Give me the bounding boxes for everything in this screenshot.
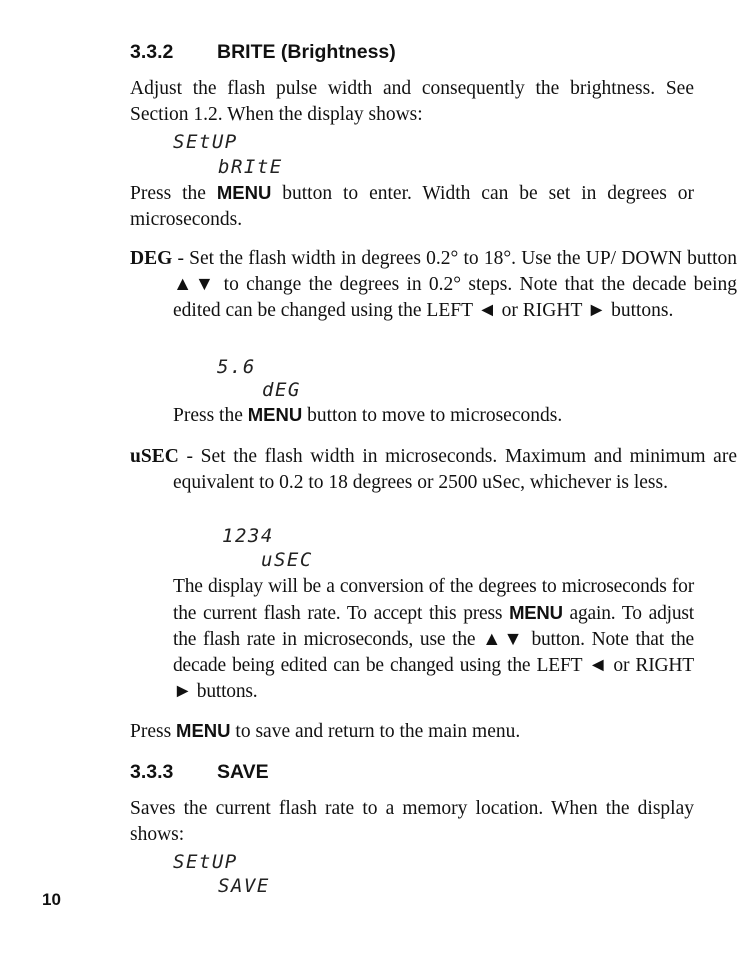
section-number: 3.3.2 <box>130 41 174 63</box>
deg-term: DEG <box>130 248 173 269</box>
section-title: BRITE (Brightness) <box>217 41 396 63</box>
text: to save and return to the main menu. <box>230 721 521 742</box>
lcd-display-line1: SEtUP <box>173 131 238 153</box>
usec-text: - Set the flash width in microseconds. Maximum and minimum are equivalent to 0.2 to 18 degrees or 2500 uSec, whichever is less. <box>173 446 737 493</box>
lcd-usec-value: 1234 <box>222 525 274 547</box>
brite-intro: Adjust the flash pulse width and consequently the brightness. See Section 1.2. When the display shows: <box>130 78 694 125</box>
menu-keyword: MENU <box>247 404 303 425</box>
usec-term: uSEC <box>130 446 179 467</box>
lcd-display-line2: bRItE <box>218 156 283 178</box>
save-intro: Saves the current flash rate to a memory location. When the display shows: <box>130 798 694 845</box>
lcd-save-line1: SEtUP <box>173 851 238 873</box>
text: Press the <box>130 183 217 204</box>
lcd-deg-value: 5.6 <box>217 356 256 378</box>
menu-keyword: MENU <box>176 720 231 741</box>
save-return-paragraph <box>130 718 694 745</box>
page-number: 10 <box>42 890 61 909</box>
menu-keyword: MENU <box>509 602 563 623</box>
text: button to enter. Width can be set in degrees or microseconds. <box>130 183 695 230</box>
text: button to move to microseconds. <box>302 405 563 426</box>
brite-enter-paragraph <box>130 180 694 233</box>
section-title: SAVE <box>217 761 269 783</box>
lcd-save-line2: SAVE <box>218 875 270 897</box>
section-number: 3.3.3 <box>130 761 174 783</box>
text: again. To adjust the flash rate in microseconds, use the ▲▼ button. Note that the decade being edited can be changed using the LEFT ◄ or RIGHT ► buttons. <box>173 603 694 702</box>
deg-press-paragraph <box>173 402 694 429</box>
deg-paragraph <box>130 246 737 324</box>
menu-keyword: MENU <box>216 182 272 203</box>
text: The display will be a conversion of the degrees to microseconds for the current flash rate. To accept this press <box>173 576 694 624</box>
section-heading-save <box>130 760 694 784</box>
section-heading-brite <box>130 40 694 64</box>
deg-text: - Set the flash width in degrees 0.2° to 18°. Use the UP/ DOWN button ▲▼ to change the degrees in 0.2° steps. Note that the decade being edited can be changed using the LEFT ◄ or RIGHT ► buttons. <box>172 248 737 321</box>
text: Press the <box>173 405 248 426</box>
lcd-deg-label: dEG <box>262 379 301 401</box>
lcd-usec-label: uSEC <box>261 549 313 571</box>
text: Press <box>130 721 177 742</box>
usec-paragraph <box>130 444 737 496</box>
usec-note-paragraph <box>173 574 694 705</box>
